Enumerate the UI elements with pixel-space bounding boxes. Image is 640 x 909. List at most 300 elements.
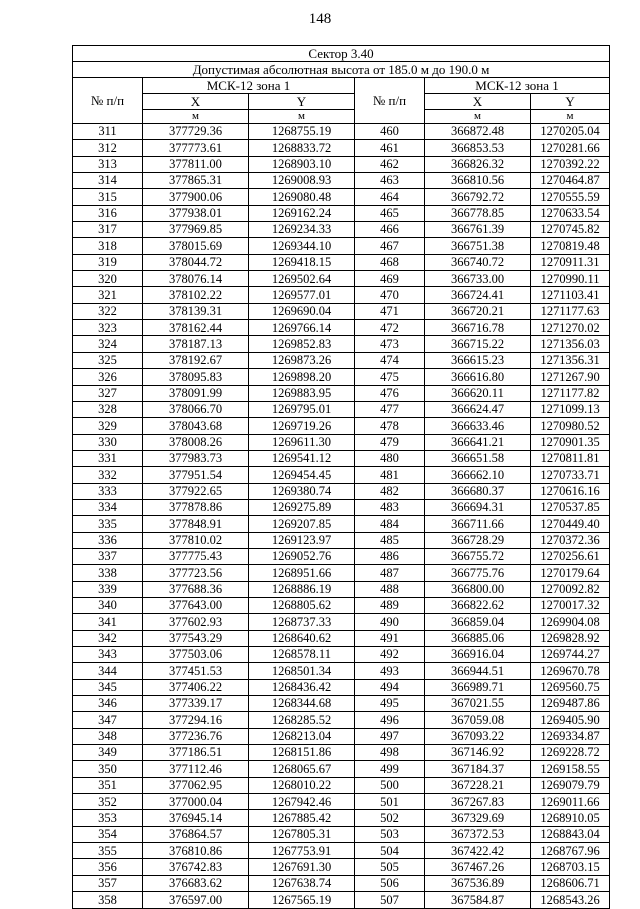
left-y-coordinate: 1268737.33	[249, 614, 355, 630]
right-y-coordinate: 1271270.02	[531, 320, 610, 336]
right-x-coordinate: 366616.80	[425, 369, 531, 385]
right-y-coordinate: 1270392.22	[531, 156, 610, 172]
right-point-number: 505	[355, 859, 425, 875]
left-y-coordinate: 1269852.83	[249, 336, 355, 352]
left-point-number: 355	[73, 843, 143, 859]
right-point-number: 491	[355, 630, 425, 646]
right-point-number: 502	[355, 810, 425, 826]
table-row	[73, 303, 610, 319]
left-y-coordinate: 1268640.62	[249, 630, 355, 646]
table-row	[73, 810, 610, 826]
right-x-coordinate: 366724.41	[425, 287, 531, 303]
table-row	[73, 467, 610, 483]
right-point-number: 496	[355, 712, 425, 728]
right-y-coordinate: 1271177.82	[531, 385, 610, 401]
left-x-coordinate: 376945.14	[143, 810, 249, 826]
table-row	[73, 565, 610, 581]
right-point-number: 498	[355, 745, 425, 761]
right-point-number: 481	[355, 467, 425, 483]
right-point-number: 472	[355, 320, 425, 336]
right-x-coordinate: 366751.38	[425, 238, 531, 254]
left-point-number: 318	[73, 238, 143, 254]
left-x-coordinate: 376683.62	[143, 875, 249, 891]
left-x-coordinate: 377773.61	[143, 140, 249, 156]
left-x-coordinate: 377543.29	[143, 630, 249, 646]
right-y-coordinate: 1268767.96	[531, 843, 610, 859]
right-y-coordinate: 1269487.86	[531, 696, 610, 712]
left-x-coordinate: 377922.65	[143, 483, 249, 499]
left-point-number: 348	[73, 728, 143, 744]
right-y-coordinate: 1270901.35	[531, 434, 610, 450]
right-y-coordinate: 1270990.11	[531, 271, 610, 287]
left-x-coordinate: 378187.13	[143, 336, 249, 352]
left-y-coordinate: 1268344.68	[249, 696, 355, 712]
left-point-number: 335	[73, 516, 143, 532]
left-point-number: 317	[73, 222, 143, 238]
table-row	[73, 794, 610, 810]
left-y-coordinate: 1269207.85	[249, 516, 355, 532]
table-row	[73, 875, 610, 891]
left-point-number: 319	[73, 254, 143, 270]
right-x-coordinate: 367093.22	[425, 728, 531, 744]
height-caption: Допустимая абсолютная высота от 185.0 м до 190.0 м	[73, 62, 610, 78]
left-x-coordinate: 377186.51	[143, 745, 249, 761]
table-row	[73, 581, 610, 597]
right-y-coordinate: 1270555.59	[531, 189, 610, 205]
right-point-number: 482	[355, 483, 425, 499]
right-system-header: МСК-12 зона 1	[425, 78, 610, 94]
left-point-number: 326	[73, 369, 143, 385]
right-x-coordinate: 366800.00	[425, 581, 531, 597]
left-x-coordinate: 377643.00	[143, 597, 249, 613]
table-row	[73, 663, 610, 679]
table-row	[73, 173, 610, 189]
left-y-coordinate: 1269162.24	[249, 205, 355, 221]
right-point-number: 480	[355, 450, 425, 466]
left-point-number: 311	[73, 124, 143, 140]
right-y-coordinate: 1269405.90	[531, 712, 610, 728]
right-x-coordinate: 366680.37	[425, 483, 531, 499]
right-y-coordinate: 1271177.63	[531, 303, 610, 319]
table-row	[73, 140, 610, 156]
right-point-number: 485	[355, 532, 425, 548]
left-point-number: 322	[73, 303, 143, 319]
left-x-coordinate: 378066.70	[143, 401, 249, 417]
right-x-coordinate: 366716.78	[425, 320, 531, 336]
table-row	[73, 320, 610, 336]
right-point-number: 490	[355, 614, 425, 630]
right-y-coordinate: 1270616.16	[531, 483, 610, 499]
left-num-header: № п/п	[73, 78, 143, 124]
table-body	[73, 124, 610, 909]
left-x-coordinate: 378076.14	[143, 271, 249, 287]
left-y-coordinate: 1269766.14	[249, 320, 355, 336]
left-point-number: 353	[73, 810, 143, 826]
right-point-number: 470	[355, 287, 425, 303]
right-point-number: 464	[355, 189, 425, 205]
left-y-coordinate: 1268578.11	[249, 647, 355, 663]
right-y-coordinate: 1270372.36	[531, 532, 610, 548]
left-x-coordinate: 378192.67	[143, 352, 249, 368]
right-point-number: 466	[355, 222, 425, 238]
right-point-number: 473	[355, 336, 425, 352]
left-point-number: 354	[73, 826, 143, 842]
left-y-coordinate: 1268903.10	[249, 156, 355, 172]
right-x-coordinate: 366694.31	[425, 499, 531, 515]
left-y-coordinate: 1269454.45	[249, 467, 355, 483]
left-y-coordinate: 1269008.93	[249, 173, 355, 189]
right-x-coordinate: 366885.06	[425, 630, 531, 646]
left-point-number: 331	[73, 450, 143, 466]
right-y-coordinate: 1268910.05	[531, 810, 610, 826]
right-y-coordinate: 1269079.79	[531, 777, 610, 793]
left-point-number: 352	[73, 794, 143, 810]
right-x-coordinate: 366728.29	[425, 532, 531, 548]
table-row	[73, 859, 610, 875]
right-x-coordinate: 367146.92	[425, 745, 531, 761]
right-x-coordinate: 366792.72	[425, 189, 531, 205]
right-x-coordinate: 367422.42	[425, 843, 531, 859]
right-num-header: № п/п	[355, 78, 425, 124]
left-point-number: 332	[73, 467, 143, 483]
right-x-coordinate: 366740.72	[425, 254, 531, 270]
left-y-coordinate: 1268151.86	[249, 745, 355, 761]
left-point-number: 340	[73, 597, 143, 613]
right-point-number: 460	[355, 124, 425, 140]
right-point-number: 484	[355, 516, 425, 532]
left-x-coordinate: 377811.00	[143, 156, 249, 172]
left-x-coordinate: 377062.95	[143, 777, 249, 793]
right-point-number: 503	[355, 826, 425, 842]
right-point-number: 483	[355, 499, 425, 515]
right-y-coordinate: 1270449.40	[531, 516, 610, 532]
left-y-coordinate: 1269344.10	[249, 238, 355, 254]
left-point-number: 328	[73, 401, 143, 417]
right-point-number: 495	[355, 696, 425, 712]
right-point-number: 494	[355, 679, 425, 695]
left-y-coordinate: 1269080.48	[249, 189, 355, 205]
left-system-header: МСК-12 зона 1	[143, 78, 355, 94]
table-row	[73, 679, 610, 695]
left-y-coordinate: 1267885.42	[249, 810, 355, 826]
left-point-number: 350	[73, 761, 143, 777]
left-y-coordinate: 1268010.22	[249, 777, 355, 793]
left-x-coordinate: 378162.44	[143, 320, 249, 336]
left-point-number: 337	[73, 548, 143, 564]
left-y-coordinate: 1268501.34	[249, 663, 355, 679]
right-y-coordinate: 1269744.27	[531, 647, 610, 663]
left-x-coordinate: 377878.86	[143, 499, 249, 515]
left-x-coordinate: 376742.83	[143, 859, 249, 875]
right-y-coordinate: 1268703.15	[531, 859, 610, 875]
table-row	[73, 205, 610, 221]
right-x-coordinate: 366810.56	[425, 173, 531, 189]
table-row	[73, 385, 610, 401]
left-x-coordinate: 377865.31	[143, 173, 249, 189]
left-x-coordinate: 378102.22	[143, 287, 249, 303]
right-y-coordinate: 1268606.71	[531, 875, 610, 891]
left-point-number: 356	[73, 859, 143, 875]
right-y-coordinate: 1270733.71	[531, 467, 610, 483]
table-row	[73, 287, 610, 303]
right-x-coordinate: 366859.04	[425, 614, 531, 630]
right-point-number: 467	[355, 238, 425, 254]
left-point-number: 323	[73, 320, 143, 336]
right-x-coordinate: 366641.21	[425, 434, 531, 450]
left-y-coordinate: 1269275.89	[249, 499, 355, 515]
left-y-coordinate: 1268213.04	[249, 728, 355, 744]
right-point-number: 474	[355, 352, 425, 368]
left-x-coordinate: 376810.86	[143, 843, 249, 859]
left-y-coordinate: 1267805.31	[249, 826, 355, 842]
table-row	[73, 630, 610, 646]
right-x-coordinate: 366651.58	[425, 450, 531, 466]
left-point-number: 312	[73, 140, 143, 156]
left-y-coordinate: 1268436.42	[249, 679, 355, 695]
right-y-coordinate: 1269828.92	[531, 630, 610, 646]
left-point-number: 314	[73, 173, 143, 189]
right-y-coordinate: 1271356.03	[531, 336, 610, 352]
table-row	[73, 826, 610, 842]
table-row	[73, 597, 610, 613]
right-y-coordinate: 1271103.41	[531, 287, 610, 303]
left-y-coordinate: 1267691.30	[249, 859, 355, 875]
left-x-coordinate: 376864.57	[143, 826, 249, 842]
right-x-coordinate: 366944.51	[425, 663, 531, 679]
right-x-coordinate: 366624.47	[425, 401, 531, 417]
right-x-coordinate: 366711.66	[425, 516, 531, 532]
left-point-number: 324	[73, 336, 143, 352]
right-y-header: Y	[531, 94, 610, 110]
coordinates-table	[72, 45, 610, 909]
left-y-coordinate: 1269418.15	[249, 254, 355, 270]
table-row	[73, 124, 610, 140]
right-point-number: 477	[355, 401, 425, 417]
right-point-number: 478	[355, 418, 425, 434]
left-x-coordinate: 377900.06	[143, 189, 249, 205]
left-y-coordinate: 1269123.97	[249, 532, 355, 548]
right-point-number: 462	[355, 156, 425, 172]
sector-title: Сектор 3.40	[73, 46, 610, 62]
right-x-coordinate: 366989.71	[425, 679, 531, 695]
table-row	[73, 777, 610, 793]
left-x-coordinate: 378015.69	[143, 238, 249, 254]
left-y-coordinate: 1269234.33	[249, 222, 355, 238]
right-point-number: 486	[355, 548, 425, 564]
right-x-unit: м	[425, 110, 531, 124]
right-x-coordinate: 367329.69	[425, 810, 531, 826]
table-row	[73, 647, 610, 663]
left-y-coordinate: 1268755.19	[249, 124, 355, 140]
right-x-coordinate: 366872.48	[425, 124, 531, 140]
left-y-coordinate: 1269873.26	[249, 352, 355, 368]
right-x-coordinate: 366615.23	[425, 352, 531, 368]
left-point-number: 345	[73, 679, 143, 695]
right-x-coordinate: 367584.87	[425, 892, 531, 908]
left-point-number: 320	[73, 271, 143, 287]
right-point-number: 507	[355, 892, 425, 908]
right-x-coordinate: 367372.53	[425, 826, 531, 842]
left-x-coordinate: 377951.54	[143, 467, 249, 483]
right-y-coordinate: 1268543.26	[531, 892, 610, 908]
left-x-coordinate: 377729.36	[143, 124, 249, 140]
right-point-number: 463	[355, 173, 425, 189]
left-x-coordinate: 378139.31	[143, 303, 249, 319]
right-x-header: X	[425, 94, 531, 110]
left-y-coordinate: 1268886.19	[249, 581, 355, 597]
right-y-coordinate: 1271356.31	[531, 352, 610, 368]
right-point-number: 487	[355, 565, 425, 581]
table-row	[73, 745, 610, 761]
left-y-coordinate: 1269577.01	[249, 287, 355, 303]
right-y-coordinate: 1270911.31	[531, 254, 610, 270]
left-point-number: 325	[73, 352, 143, 368]
table-row	[73, 696, 610, 712]
left-y-unit: м	[249, 110, 355, 124]
left-x-coordinate: 377969.85	[143, 222, 249, 238]
left-point-number: 315	[73, 189, 143, 205]
left-x-coordinate: 377810.02	[143, 532, 249, 548]
right-y-coordinate: 1271099.13	[531, 401, 610, 417]
right-x-coordinate: 366720.21	[425, 303, 531, 319]
right-y-coordinate: 1270745.82	[531, 222, 610, 238]
left-x-coordinate: 378008.26	[143, 434, 249, 450]
right-y-coordinate: 1270205.04	[531, 124, 610, 140]
right-point-number: 504	[355, 843, 425, 859]
left-y-coordinate: 1268285.52	[249, 712, 355, 728]
left-point-number: 347	[73, 712, 143, 728]
right-y-coordinate: 1269670.78	[531, 663, 610, 679]
left-y-header: Y	[249, 94, 355, 110]
right-y-unit: м	[531, 110, 610, 124]
right-y-coordinate: 1271267.90	[531, 369, 610, 385]
right-y-coordinate: 1268843.04	[531, 826, 610, 842]
right-x-coordinate: 366826.32	[425, 156, 531, 172]
table-row	[73, 401, 610, 417]
right-point-number: 506	[355, 875, 425, 891]
table-row	[73, 548, 610, 564]
table-row	[73, 614, 610, 630]
left-y-coordinate: 1269690.04	[249, 303, 355, 319]
left-y-coordinate: 1269380.74	[249, 483, 355, 499]
right-y-coordinate: 1269334.87	[531, 728, 610, 744]
left-y-coordinate: 1269611.30	[249, 434, 355, 450]
right-x-coordinate: 366633.46	[425, 418, 531, 434]
table-row	[73, 712, 610, 728]
right-y-coordinate: 1270980.52	[531, 418, 610, 434]
table-row	[73, 189, 610, 205]
table-row	[73, 892, 610, 908]
left-y-coordinate: 1269541.12	[249, 450, 355, 466]
table-row	[73, 761, 610, 777]
left-x-coordinate: 377000.04	[143, 794, 249, 810]
left-x-coordinate: 377983.73	[143, 450, 249, 466]
left-point-number: 342	[73, 630, 143, 646]
right-point-number: 493	[355, 663, 425, 679]
left-point-number: 327	[73, 385, 143, 401]
left-x-coordinate: 377723.56	[143, 565, 249, 581]
right-x-coordinate: 367184.37	[425, 761, 531, 777]
table-row	[73, 352, 610, 368]
right-y-coordinate: 1269904.08	[531, 614, 610, 630]
left-point-number: 334	[73, 499, 143, 515]
left-x-coordinate: 377775.43	[143, 548, 249, 564]
table-row	[73, 222, 610, 238]
left-y-coordinate: 1269719.26	[249, 418, 355, 434]
right-y-coordinate: 1270256.61	[531, 548, 610, 564]
left-x-coordinate: 377451.53	[143, 663, 249, 679]
right-point-number: 499	[355, 761, 425, 777]
right-y-coordinate: 1269158.55	[531, 761, 610, 777]
left-y-coordinate: 1268065.67	[249, 761, 355, 777]
table-row	[73, 369, 610, 385]
left-y-coordinate: 1267942.46	[249, 794, 355, 810]
right-y-coordinate: 1270811.81	[531, 450, 610, 466]
left-point-number: 336	[73, 532, 143, 548]
right-point-number: 468	[355, 254, 425, 270]
left-x-coordinate: 378095.83	[143, 369, 249, 385]
page-number: 148	[308, 11, 332, 27]
left-y-coordinate: 1269502.64	[249, 271, 355, 287]
table-row	[73, 728, 610, 744]
right-x-coordinate: 366822.62	[425, 597, 531, 613]
table-row	[73, 434, 610, 450]
left-x-unit: м	[143, 110, 249, 124]
left-x-coordinate: 377938.01	[143, 205, 249, 221]
left-point-number: 358	[73, 892, 143, 908]
right-x-coordinate: 366620.11	[425, 385, 531, 401]
left-y-coordinate: 1267565.19	[249, 892, 355, 908]
right-y-coordinate: 1270017.32	[531, 597, 610, 613]
right-point-number: 492	[355, 647, 425, 663]
right-x-coordinate: 367059.08	[425, 712, 531, 728]
left-point-number: 339	[73, 581, 143, 597]
right-point-number: 479	[355, 434, 425, 450]
left-x-header: X	[143, 94, 249, 110]
left-x-coordinate: 377503.06	[143, 647, 249, 663]
right-y-coordinate: 1270281.66	[531, 140, 610, 156]
left-x-coordinate: 377294.16	[143, 712, 249, 728]
table-row	[73, 238, 610, 254]
left-y-coordinate: 1268951.66	[249, 565, 355, 581]
table-row	[73, 336, 610, 352]
left-y-coordinate: 1269883.95	[249, 385, 355, 401]
table-row	[73, 418, 610, 434]
right-point-number: 471	[355, 303, 425, 319]
left-point-number: 321	[73, 287, 143, 303]
right-point-number: 497	[355, 728, 425, 744]
right-x-coordinate: 366715.22	[425, 336, 531, 352]
right-y-coordinate: 1269011.66	[531, 794, 610, 810]
right-x-coordinate: 366778.85	[425, 205, 531, 221]
right-point-number: 501	[355, 794, 425, 810]
right-y-coordinate: 1269560.75	[531, 679, 610, 695]
right-point-number: 469	[355, 271, 425, 287]
left-x-coordinate: 377848.91	[143, 516, 249, 532]
left-y-coordinate: 1268833.72	[249, 140, 355, 156]
right-x-coordinate: 366775.76	[425, 565, 531, 581]
left-x-coordinate: 378091.99	[143, 385, 249, 401]
left-point-number: 351	[73, 777, 143, 793]
right-y-coordinate: 1270179.64	[531, 565, 610, 581]
right-point-number: 461	[355, 140, 425, 156]
left-y-coordinate: 1269898.20	[249, 369, 355, 385]
right-y-coordinate: 1270633.54	[531, 205, 610, 221]
right-point-number: 476	[355, 385, 425, 401]
right-x-coordinate: 366662.10	[425, 467, 531, 483]
table-row	[73, 254, 610, 270]
left-point-number: 313	[73, 156, 143, 172]
